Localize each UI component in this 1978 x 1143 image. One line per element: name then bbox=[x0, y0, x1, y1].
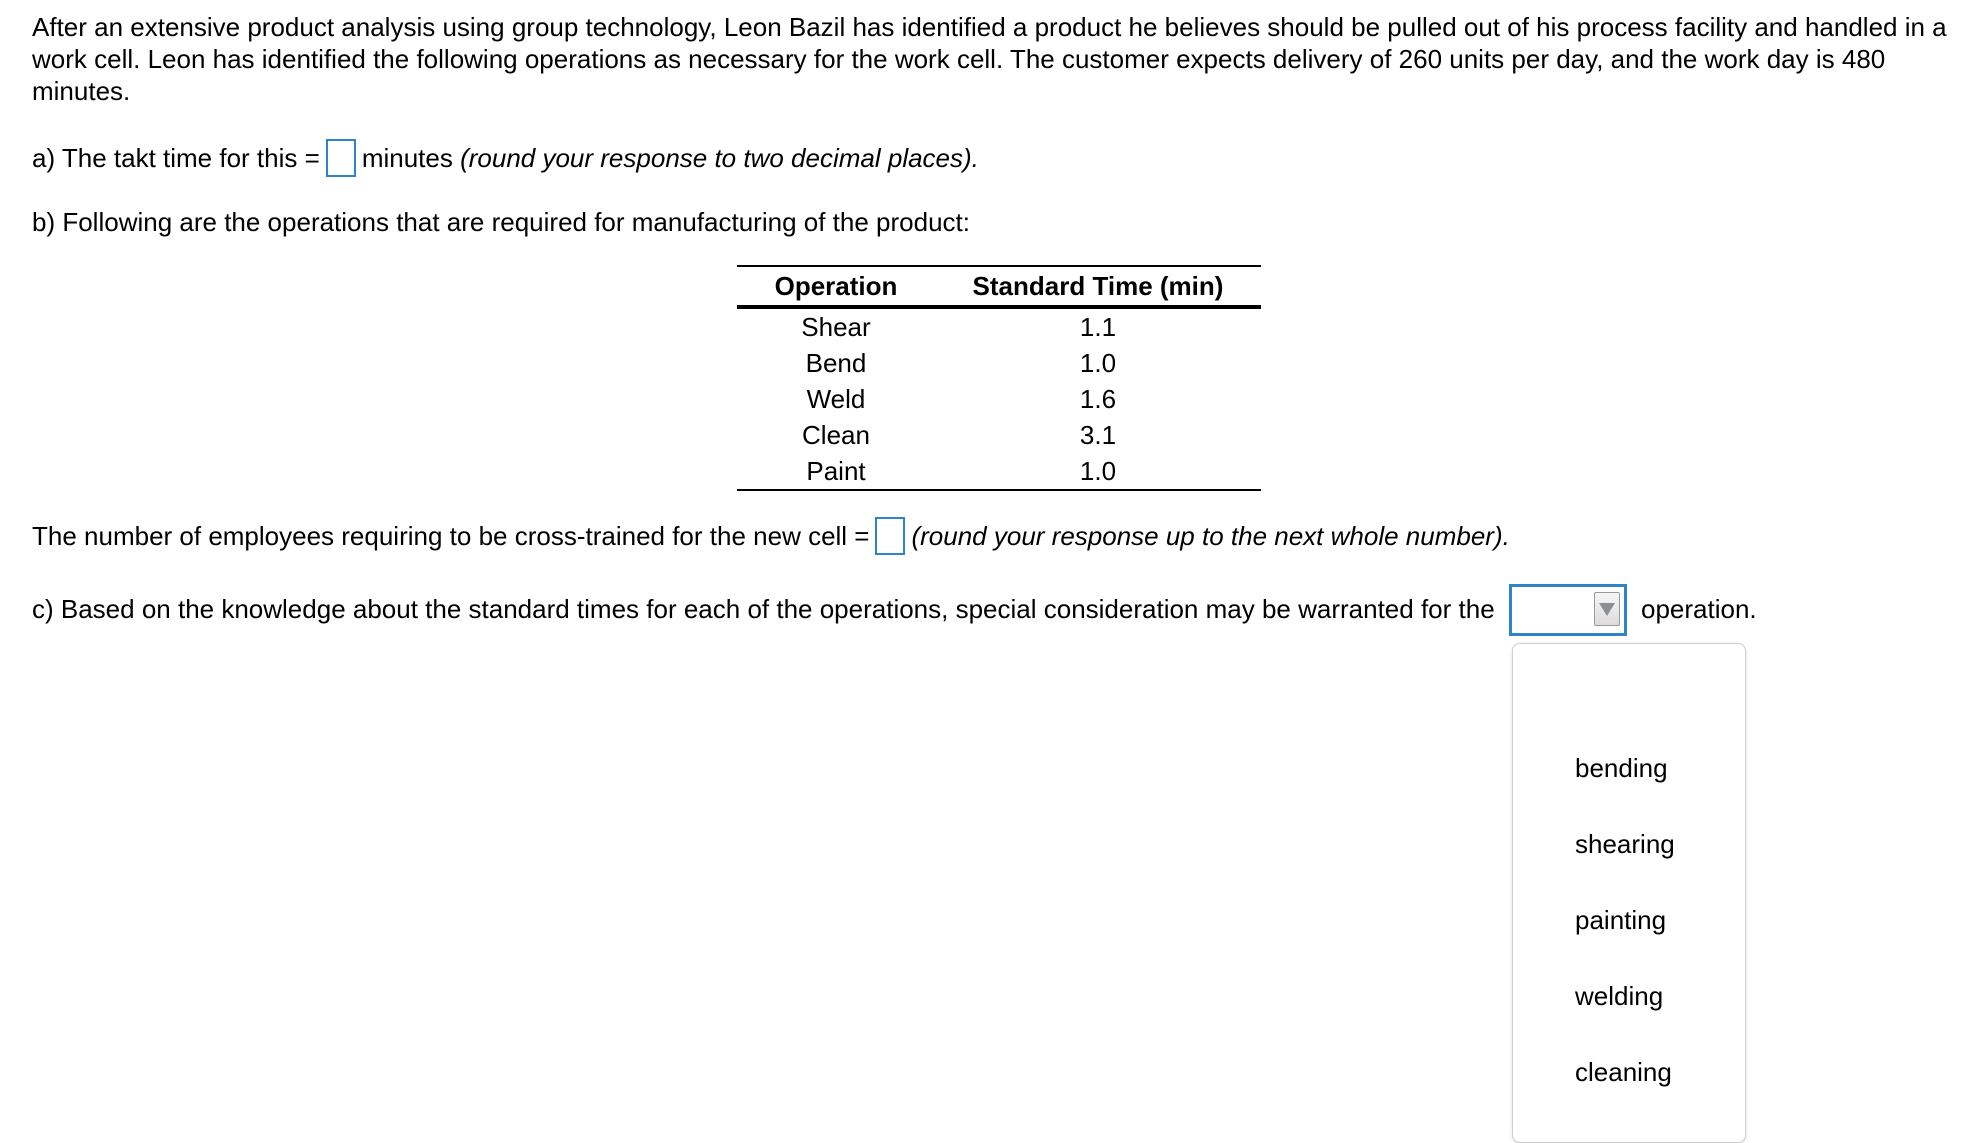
table-header-standard-time: Standard Time (min) bbox=[935, 266, 1261, 307]
problem-intro: After an extensive product analysis using group technology, Leon Bazil has identified a product he believes should be pulled out of his process facility and handled in a work cell. Leon has identified the following operations as necessary for the work cell. The customer expects delivery of 260 units per day, and the work day is 480 minutes. bbox=[32, 12, 1947, 106]
table-row bbox=[737, 381, 1261, 417]
dropdown-option-painting[interactable]: painting bbox=[1575, 905, 1667, 935]
table-row bbox=[737, 453, 1261, 490]
operation-cell: Bend bbox=[805, 347, 867, 378]
employees-hint: (round your response up to the next whole number). bbox=[911, 520, 1510, 551]
operation-cell: Clean bbox=[802, 419, 870, 450]
part-b-text: b) Following are the operations that are required for manufacturing of the product: bbox=[32, 207, 970, 237]
operation-cell: Weld bbox=[806, 383, 866, 414]
operation-cell: Shear bbox=[801, 311, 871, 342]
table-header-operation: Operation bbox=[737, 266, 935, 307]
dropdown-option-cleaning[interactable]: cleaning bbox=[1575, 1057, 1672, 1087]
table-row bbox=[737, 417, 1261, 453]
dropdown-option-welding[interactable]: welding bbox=[1575, 981, 1664, 1011]
part-a-line bbox=[32, 141, 979, 179]
employees-prefix: The number of employees requiring to be cross-trained for the new cell = bbox=[32, 520, 870, 551]
employees-input[interactable] bbox=[875, 517, 905, 555]
table-row bbox=[737, 307, 1261, 345]
operations-table bbox=[737, 265, 1261, 491]
dropdown-option-shearing[interactable]: shearing bbox=[1575, 829, 1675, 859]
dropdown-arrow-icon[interactable] bbox=[1594, 592, 1620, 626]
time-cell: 1.0 bbox=[1079, 347, 1117, 378]
time-cell: 1.0 bbox=[935, 453, 1261, 490]
part-c-prefix: c) Based on the knowledge about the standard times for each of the operations, special consideration may be warranted for the bbox=[32, 594, 1495, 624]
part-c-suffix: operation. bbox=[1641, 594, 1757, 624]
dropdown-option-bending[interactable]: bending bbox=[1575, 753, 1668, 783]
part-a-hint: (round your response to two decimal places). bbox=[460, 142, 979, 173]
operation-cell: Paint bbox=[737, 453, 935, 490]
employees-line bbox=[32, 519, 1510, 557]
operation-select[interactable] bbox=[1509, 584, 1627, 636]
table-row bbox=[737, 345, 1261, 381]
operation-dropdown-menu bbox=[1512, 643, 1746, 1143]
time-cell: 1.1 bbox=[1079, 311, 1117, 342]
part-a-suffix: minutes bbox=[361, 142, 453, 173]
takt-time-input[interactable] bbox=[326, 139, 356, 177]
part-a-prefix: a) The takt time for this = bbox=[32, 142, 320, 173]
time-cell: 1.6 bbox=[1079, 383, 1117, 414]
time-cell: 3.1 bbox=[1079, 419, 1117, 450]
